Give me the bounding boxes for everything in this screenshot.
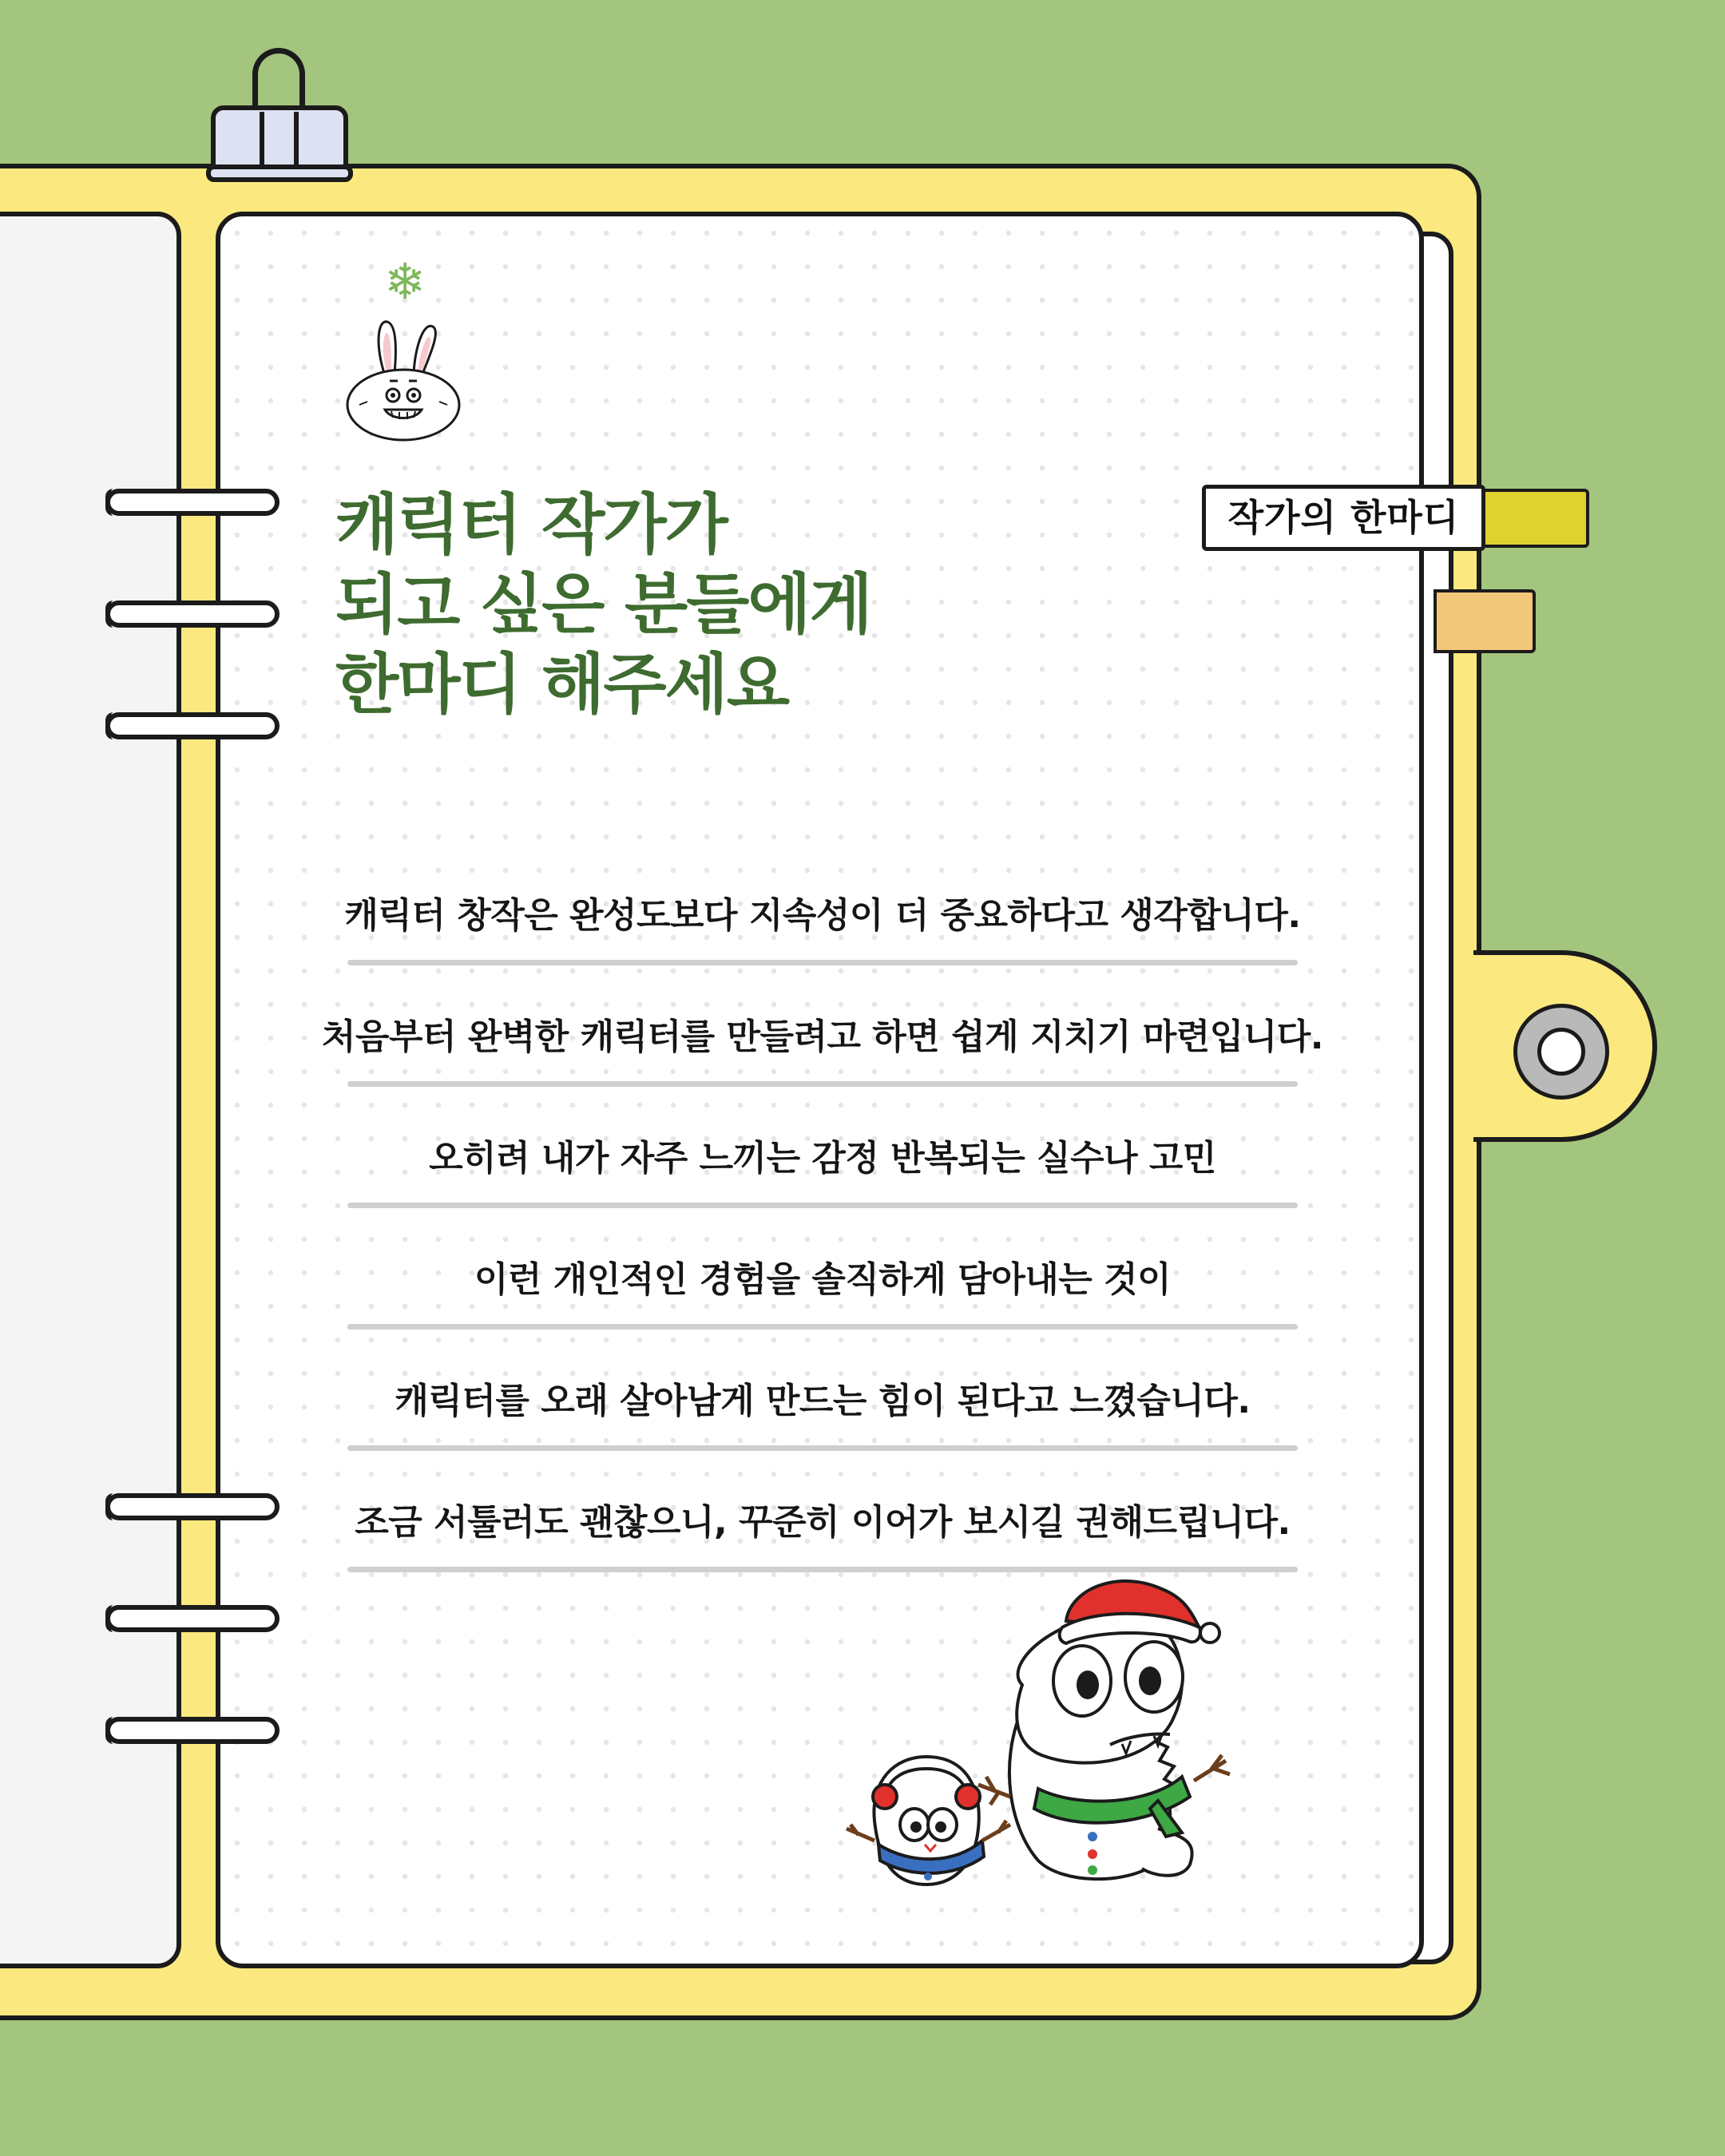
note-line-text: 조금 서툴러도 괜찮으니, 꾸준히 이어가 보시길 권해드립니다. [355, 1502, 1291, 1543]
snowflake-icon: ❄ [384, 252, 426, 311]
note-line [303, 1356, 1342, 1477]
binder-clip-divider [294, 112, 299, 169]
binder-clip-divider [260, 112, 264, 169]
note-line-text: 캐릭터 창작은 완성도보다 지속성이 더 중요하다고 생각합니다. [344, 895, 1301, 936]
note-line [303, 1113, 1342, 1235]
note-line-text: 오히려 내가 자주 느끼는 감정 반복되는 실수나 고민 [429, 1138, 1216, 1179]
binder-clip-base [206, 164, 353, 182]
index-tab-yellow [1485, 489, 1589, 548]
ruled-line [347, 1445, 1298, 1451]
note-line-text: 처음부터 완벽한 캐릭터를 만들려고 하면 쉽게 지치기 마련입니다. [321, 1017, 1324, 1057]
author-comment-tab: 작가의 한마디 [1202, 485, 1485, 551]
ruled-line [347, 1081, 1298, 1087]
title-line: 되고 싶은 분들에게 [335, 567, 871, 643]
binder-snap-hole [1537, 1028, 1585, 1076]
binder-ring [105, 1605, 280, 1632]
binder-ring [105, 1717, 280, 1744]
note-line [303, 870, 1342, 992]
ruled-line [347, 960, 1298, 965]
binder-ring [105, 600, 280, 628]
rabbit-icon [343, 315, 463, 443]
snowman-illustration [839, 1565, 1286, 1932]
title-line: 한마디 해주세요 [335, 647, 789, 723]
title-line: 캐릭터 작가가 [335, 487, 727, 563]
note-line-text: 캐릭터를 오래 살아남게 만드는 힘이 된다고 느꼈습니다. [395, 1381, 1251, 1421]
ruled-line [347, 1203, 1298, 1208]
binder-clip-ring [252, 48, 305, 112]
binder-ring [105, 489, 280, 516]
ruled-line [347, 1324, 1298, 1330]
note-line-text: 이런 개인적인 경험을 솔직하게 담아내는 것이 [474, 1259, 1172, 1300]
note-body [303, 870, 1342, 1599]
page-title [335, 485, 1054, 725]
binder-ring [105, 1493, 280, 1520]
note-line [303, 992, 1342, 1113]
left-page [0, 212, 181, 1968]
note-line [303, 1235, 1342, 1356]
index-tab-orange [1434, 589, 1536, 653]
binder-ring [105, 712, 280, 739]
